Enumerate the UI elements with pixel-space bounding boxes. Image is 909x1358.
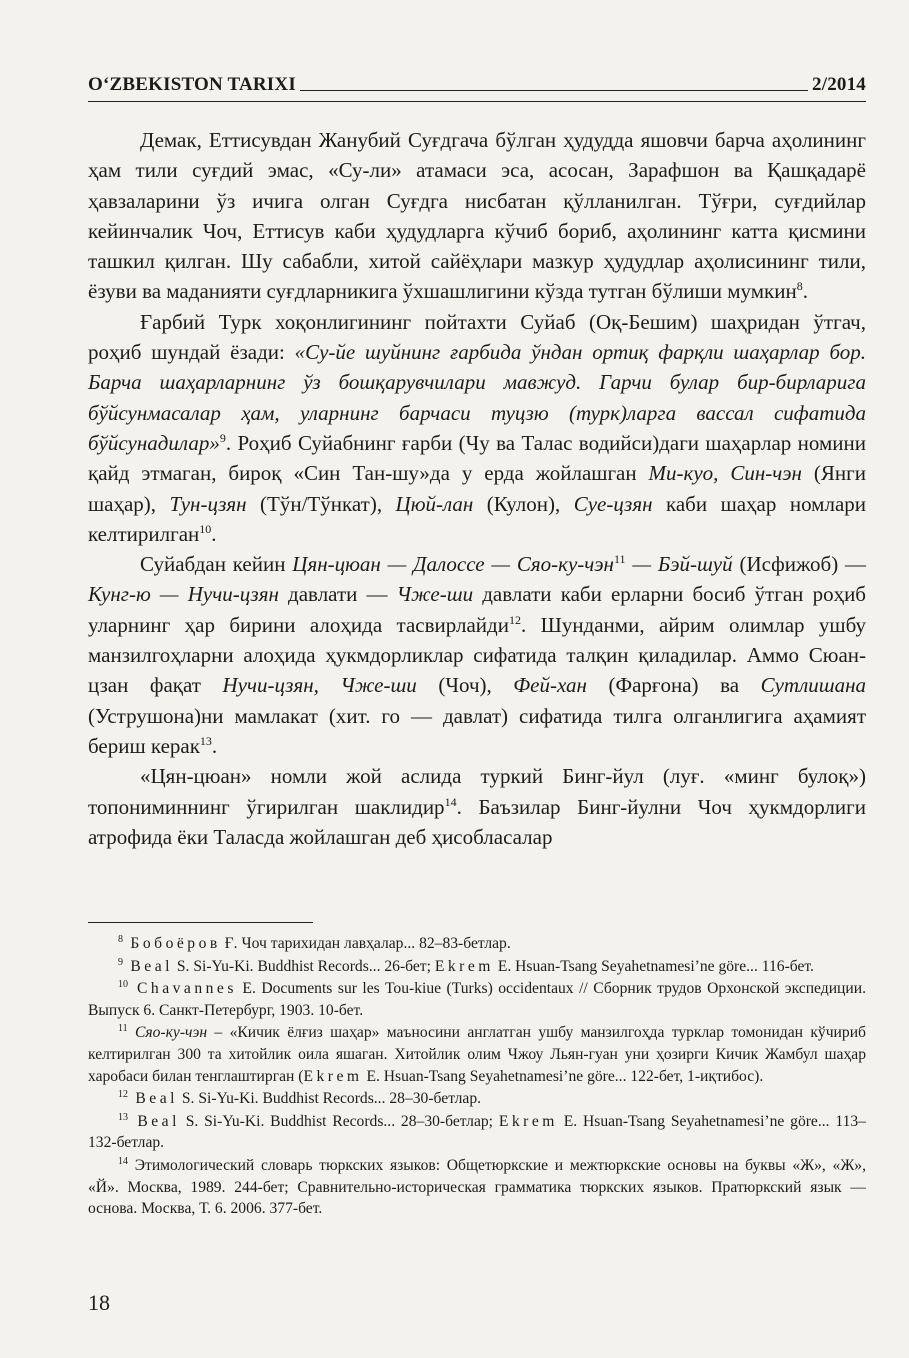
text-run: Ғ. Чоч тарихидан лавҳалар... 82–83-бетлар. xyxy=(220,935,511,952)
running-header xyxy=(88,70,866,96)
footnote-ref: 12 xyxy=(118,1088,128,1100)
italic-text: Тун-цзян xyxy=(169,491,247,516)
author-name: Beal xyxy=(128,1112,180,1130)
author-name: Beal xyxy=(128,1090,178,1108)
paragraph xyxy=(88,761,866,852)
italic-text: Суе-цзян xyxy=(573,491,653,516)
footnote-ref: 12 xyxy=(508,612,521,627)
text-run: (Тўн/Тўнкат), xyxy=(246,491,396,516)
paragraph xyxy=(88,125,866,307)
footnote-ref: 9 xyxy=(118,956,123,968)
footnote-ref: 8 xyxy=(118,933,123,945)
text-run: – «Кичик ёлғиз шаҳар» маъносини англатган ушбу манзилгоҳда турклар томонидан кўчириб келтирилган 300 та хитойлик оила яшаган. Хитойлик олим Чжоу Льян-гуан уни ҳозирги Кичик Жамбул шаҳар харобаси билан тенглаштирган ( xyxy=(88,1024,866,1085)
italic-text: Сяо-ку-чэн xyxy=(134,1024,208,1042)
text-run: Этимологический словарь тюркских языков: Общетюркские и межтюркские основы на буквы «Ж», «Ж», «Й». Москва, 1989. 244-бет; Сравнительно-историческая грамматика тюркских языков. Пратюркский язык — основа. Москва, Т. 6. 2006. 377-бет. xyxy=(88,1156,866,1218)
text-run: (Исфижоб) — xyxy=(732,552,866,577)
text-run: (Янги шаҳар), xyxy=(88,461,867,516)
text-run: (Чоч), xyxy=(416,673,514,698)
italic-text: Ми-куо, Син-чэн xyxy=(648,461,802,486)
footnote-ref: 14 xyxy=(444,794,457,809)
footnotes xyxy=(88,933,866,1221)
author-name: Ekrem xyxy=(303,1067,363,1085)
italic-text: — Бэй-шуй xyxy=(625,552,733,577)
text-run: E. Hsuan-Tsang Seyahetnamesi’ne göre... 116-бет. xyxy=(493,957,814,975)
text-run: давлати — xyxy=(278,582,397,607)
italic-text: Кунг-ю — Нучи-цзян xyxy=(88,582,279,607)
italic-text: Нучи-цзян, Чже-ши xyxy=(222,673,417,698)
italic-text: Фей-хан xyxy=(513,673,587,698)
text-run: Демак, Еттисувдан Жанубий Суғдгача бўлган ҳудудда яшовчи барча аҳолининг ҳам тили суғдий эмас, «Су-ли» атамаси эса, асосан, Зарафшон ва Қашқадарё ҳавзаларини ўз ичига олган Суғдга нисбатан қўлланилган. Тўғри, суғдийлар кейинчалик Чоч, Еттисув каби ҳудудларга кўчиб бориб, аҳолининг катта қисмини ташкил қилган. Шу сабабли, хитой сайёҳлари мазкур ҳудудлар аҳолисининг тили, ёзуви ва маданияти суғдларникига ўхшашлигини кўзда тутган бўлиши мумкин xyxy=(88,128,866,304)
footnote xyxy=(88,956,866,978)
text-run: S. Si-Yu-Ki. Buddhist Records... 26-бет; xyxy=(172,957,435,975)
text-run: . xyxy=(802,279,808,304)
footnote xyxy=(88,1022,866,1087)
author-name: Chavannes xyxy=(128,980,237,998)
main-text xyxy=(88,125,866,852)
header-rule xyxy=(300,90,808,91)
text-run: E. Documents sur les Tou-kiue (Turks) occidentaux // Сборник трудов Орхонской экспедиции. Выпуск 6. Санкт-Петербург, 1903. 10-бет. xyxy=(88,980,866,1019)
page-number: 18 xyxy=(88,1290,110,1315)
text-run: . Шунданми, айрим олимлар ушбу манзилгоҳларни алоҳида ҳукмдорликлар сифатида талқин қиладилар. Аммо Сюан-цзан фақат xyxy=(88,612,866,698)
footnote-ref: 11 xyxy=(118,1023,128,1035)
text-run: S. Si-Yu-Ki. Buddhist Records... 28–30-бетлар. xyxy=(177,1090,482,1108)
footnote-ref: 11 xyxy=(613,552,626,567)
text-run: . xyxy=(211,733,218,758)
italic-text: Цян-цюан — Далоссе — Сяо-ку-чэн xyxy=(292,552,614,577)
footnote xyxy=(88,933,866,955)
italic-text: Чже-ши xyxy=(396,582,474,607)
footnote-ref: 14 xyxy=(118,1155,128,1167)
footnote xyxy=(88,978,866,1021)
text-run: (Кулон), xyxy=(473,491,574,516)
italic-text: Цюй-лан xyxy=(395,491,474,516)
author-name: Ekrem xyxy=(434,957,494,975)
author-name: Beal xyxy=(123,957,173,975)
footnote-ref: 13 xyxy=(118,1111,128,1123)
text-run: . Роҳиб Суйабнинг ғарби (Чу ва Талас водийси)даги шаҳарлар номини қайд этмаган, бироқ «Син Тан-шу»да у ерда жойлашган xyxy=(88,430,866,486)
paragraph xyxy=(88,307,866,549)
text-run: «Цян-цюан» номли жой аслида туркий Бинг-йул (луғ. «минг булоқ») топониминнинг ўгирилган шаклидир xyxy=(88,764,866,819)
footnote-ref: 10 xyxy=(199,521,212,536)
author-name: Бобоёров xyxy=(123,935,221,952)
text-run: (Фарғона) ва xyxy=(586,673,761,698)
footnote-ref: 13 xyxy=(199,733,212,748)
text-run: (Уструшона)ни мамлакат (хит. го — давлат) сифатида тилга олганлигига аҳамият бериш керак xyxy=(88,703,866,758)
text-run: Суйабдан кейин xyxy=(140,552,293,577)
footnote-ref: 10 xyxy=(118,979,128,990)
footnote-ref: 8 xyxy=(796,279,803,294)
text-run: S. Si-Yu-Ki. Buddhist Records... 28–30-бетлар; xyxy=(179,1112,499,1130)
italic-text: «Су-йе шуйнинг ғарбида ўндан ортиқ фарқли шаҳарлар бор. Барча шаҳарларнинг ўз бошқарувчилари мавжуд. Гарчи булар бир-бирларига бўйсунмасалар ҳам, уларнинг барчаси туцзю (турк)ларга вассал сифатида бўйсунадилар» xyxy=(88,340,866,455)
text-run: давлати каби ерларни босиб ўтган роҳиб уларнинг ҳар бирини алоҳида тасвирлайди xyxy=(88,582,866,637)
text-run: каби шаҳар номлари келтирилган xyxy=(88,491,867,546)
text-run: Ғарбий Турк хоқонлигининг пойтахти Суйаб (Оқ-Бешим) шаҳридан ўтгач, роҳиб шундай ёзади: xyxy=(88,309,866,365)
header-divider xyxy=(88,101,866,102)
author-name: Ekrem xyxy=(498,1112,558,1130)
footnote xyxy=(88,1155,866,1220)
footnote-separator xyxy=(88,922,313,923)
text-run: . Баъзилар Бинг-йулни Чоч ҳукмдорлиги атрофида ёки Таласда жойлашган деб ҳисобласалар xyxy=(88,794,866,849)
text-run xyxy=(128,1024,135,1041)
footnote xyxy=(88,1111,866,1154)
issue-number: 2/2014 xyxy=(812,74,866,95)
paragraph xyxy=(88,549,866,761)
footnote-ref: 9 xyxy=(219,430,226,445)
italic-text: Сутлишана xyxy=(760,673,866,698)
text-run: . xyxy=(211,521,217,546)
journal-title: O‘ZBEKISTON TARIXI xyxy=(88,74,296,95)
text-run: E. Hsuan-Tsang Seyahetnamesi’ne göre... 113–132-бетлар. xyxy=(88,1112,866,1152)
text-run: E. Hsuan-Tsang Seyahetnamesi’ne göre... 122-бет, 1-иқтибос). xyxy=(362,1067,764,1085)
footnote xyxy=(88,1088,866,1110)
